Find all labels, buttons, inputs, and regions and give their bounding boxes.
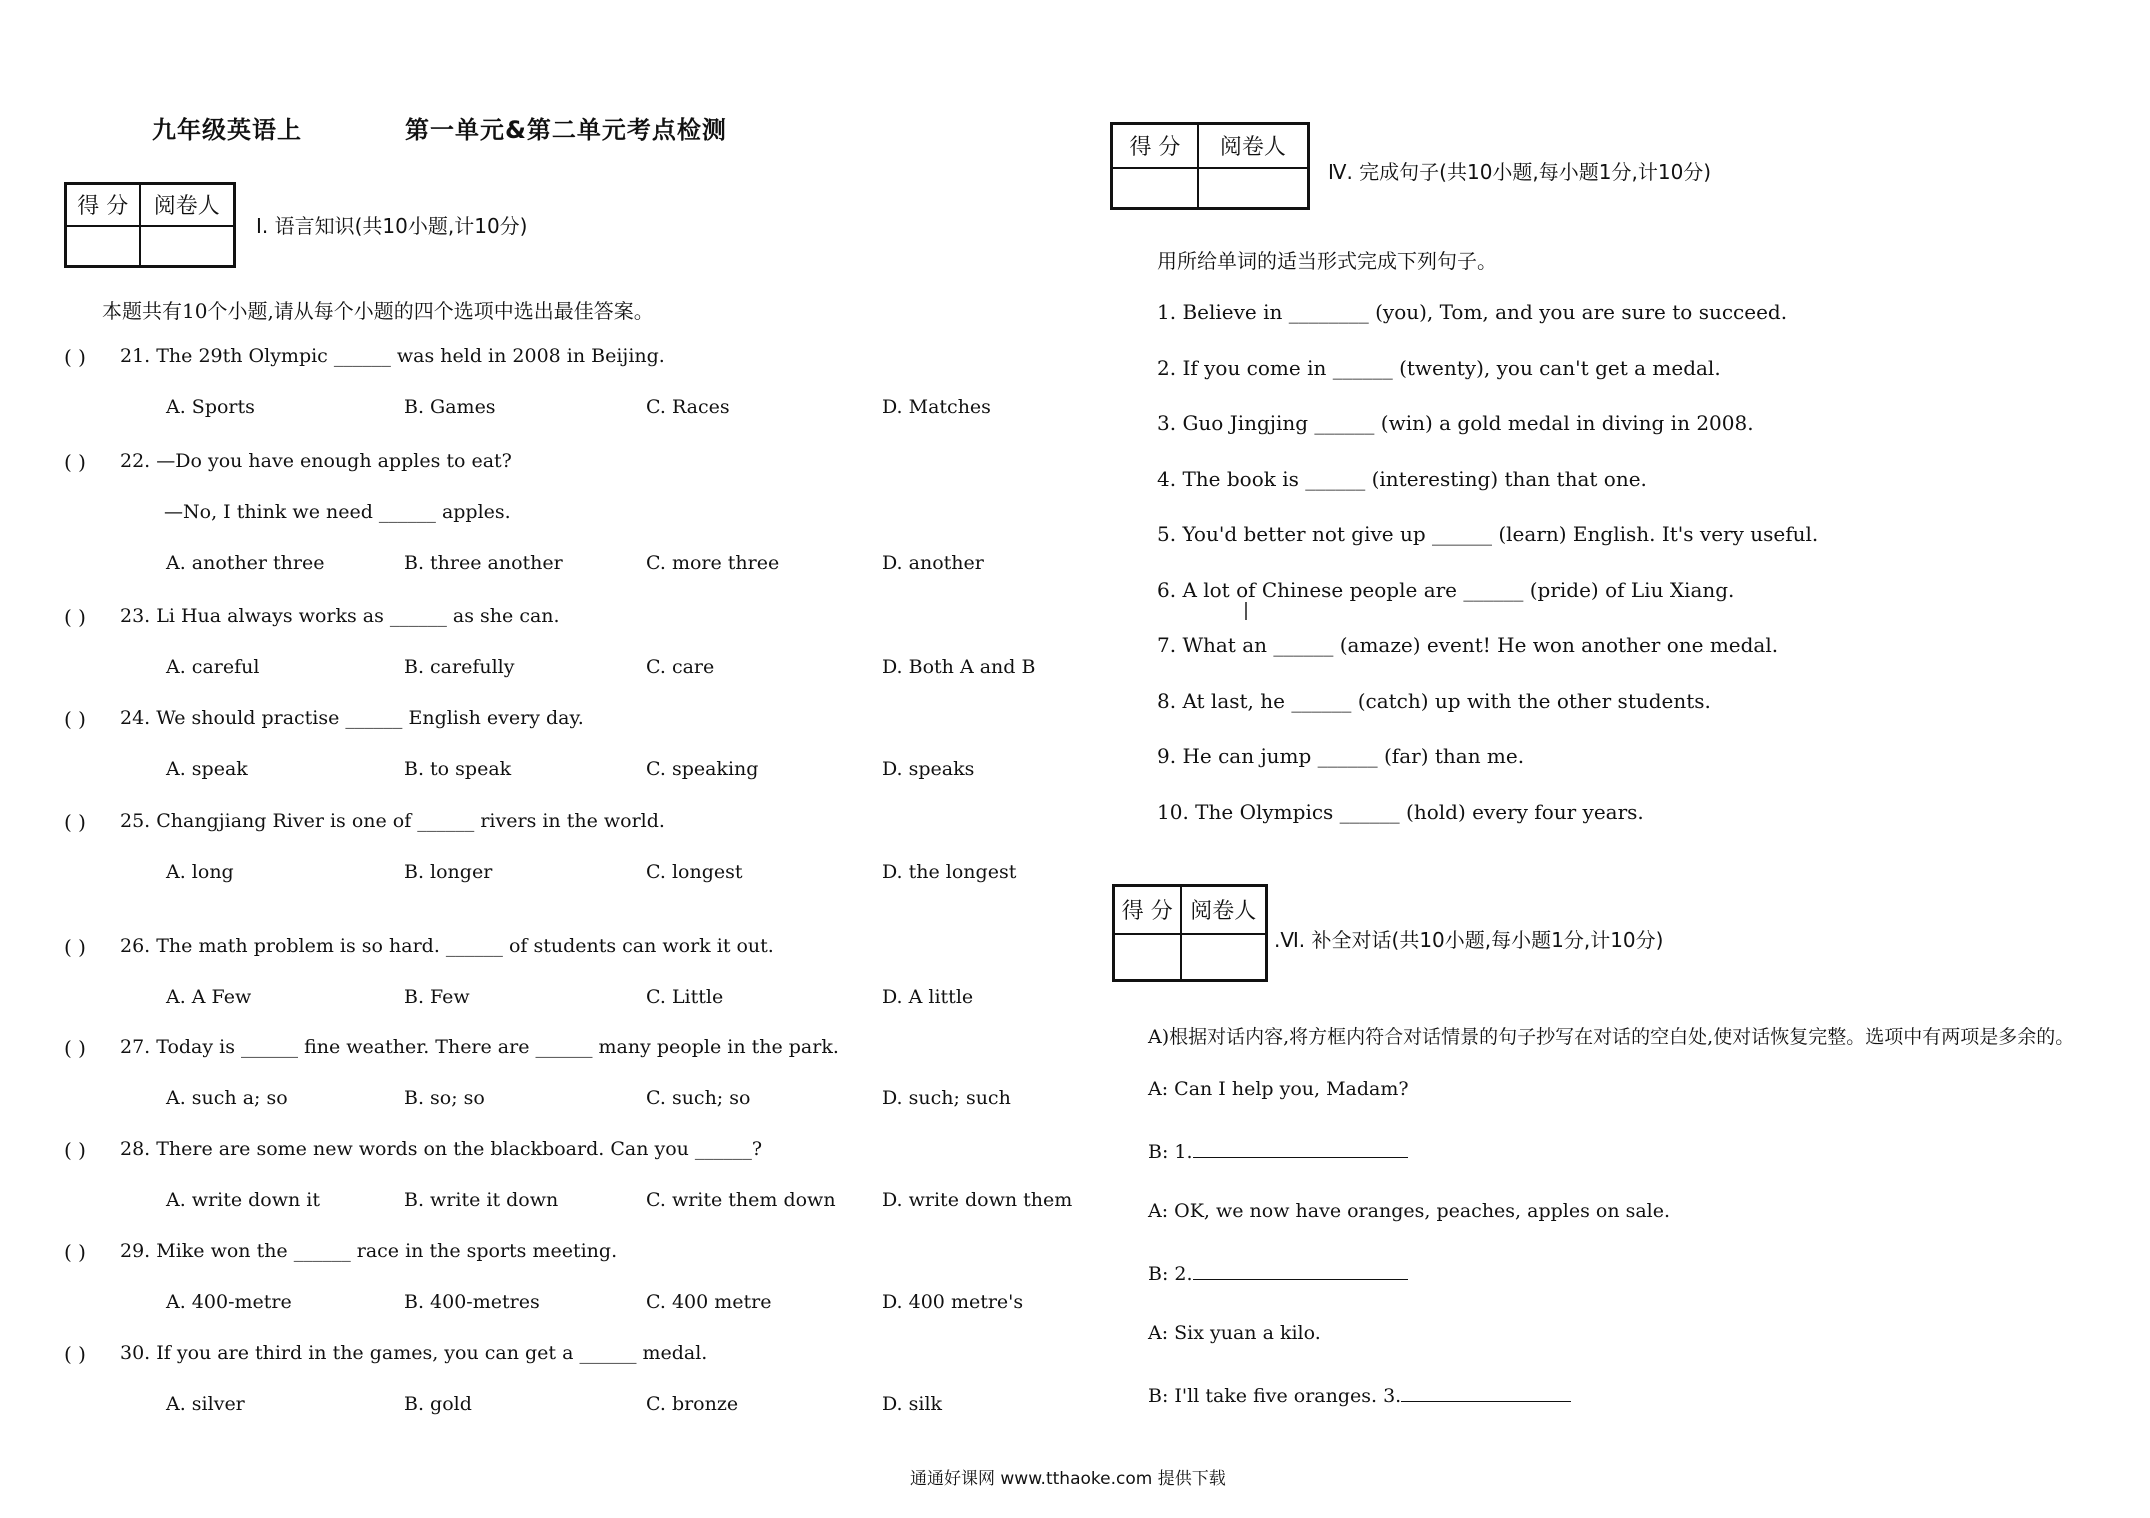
option-d[interactable]: D. such; such	[882, 1087, 1011, 1109]
option-b[interactable]: B. Games	[404, 396, 496, 418]
option-c[interactable]: C. such; so	[646, 1087, 751, 1109]
answer-bracket[interactable]: ( )	[64, 1240, 86, 1264]
sentence-item: 3. Guo Jingjing ______ (win) a gold medal in diving in 2008.	[1157, 411, 1754, 435]
sentence-item: 1. Believe in ________ (you), Tom, and you are sure to succeed.	[1157, 300, 1788, 324]
section6-instruction: A)根据对话内容,将方框内符合对话情景的句子抄写在对话的空白处,使对话恢复完整。选项中有两项是多余的。	[1148, 1026, 2075, 1048]
sentence-item: 8. At last, he ______ (catch) up with the other students.	[1157, 688, 1711, 713]
option-c[interactable]: C. longest	[646, 861, 743, 883]
score-label: 得 分	[1114, 886, 1181, 934]
question-text: 26. The math problem is so hard. ______ of students can work it out.	[120, 935, 774, 957]
reviewer-cell[interactable]	[1181, 934, 1267, 981]
answer-blank[interactable]	[1401, 1383, 1571, 1402]
option-d[interactable]: D. write down them	[882, 1189, 1073, 1211]
option-d[interactable]: D. the longest	[882, 861, 1017, 883]
score-cell[interactable]	[1112, 168, 1198, 209]
reviewer-label: 阅卷人	[140, 184, 235, 226]
option-a[interactable]: A. 400-metre	[166, 1291, 292, 1313]
option-a[interactable]: A. careful	[166, 656, 260, 678]
option-d[interactable]: D. Matches	[882, 396, 991, 418]
option-b[interactable]: B. three another	[404, 552, 563, 574]
reviewer-label: 阅卷人	[1181, 886, 1267, 934]
option-b[interactable]: B. write it down	[404, 1189, 559, 1211]
option-a[interactable]: A. such a; so	[166, 1087, 288, 1109]
score-table-section4	[1110, 122, 1310, 210]
option-d[interactable]: D. A little	[882, 986, 974, 1008]
option-b[interactable]: B. longer	[404, 861, 493, 883]
sentence-item: 6. A lot of Chinese people are ______ (pride) of Liu Xiang.	[1157, 577, 1735, 602]
reviewer-cell[interactable]	[140, 226, 235, 267]
score-label: 得 分	[1112, 124, 1198, 168]
answer-bracket[interactable]: ( )	[64, 1342, 86, 1366]
exam-unit-title: 第一单元&第二单元考点检测	[405, 116, 727, 144]
exam-grade-title: 九年级英语上	[152, 116, 302, 144]
dialogue-line: A: Can I help you, Madam?	[1148, 1078, 1409, 1100]
option-a[interactable]: A. long	[166, 861, 234, 883]
section1-instruction: 本题共有10个小题,请从每个小题的四个选项中选出最佳答案。	[102, 299, 654, 323]
option-b[interactable]: B. carefully	[404, 656, 515, 678]
question-text: 25. Changjiang River is one of ______ rivers in the world.	[120, 810, 665, 832]
sentence-item: 4. The book is ______ (interesting) than that one.	[1157, 466, 1647, 491]
answer-bracket[interactable]: ( )	[64, 810, 86, 834]
question-text: 30. If you are third in the games, you can get a ______ medal.	[120, 1342, 708, 1364]
sentence-item: 10. The Olympics ______ (hold) every four years.	[1157, 799, 1644, 824]
answer-bracket[interactable]: ( )	[64, 450, 86, 474]
answer-bracket[interactable]: ( )	[64, 1138, 86, 1162]
option-c[interactable]: C. bronze	[646, 1393, 739, 1415]
option-c[interactable]: C. speaking	[646, 758, 759, 780]
answer-blank[interactable]	[1193, 1139, 1408, 1158]
sentence-item: 2. If you come in ______ (twenty), you can't get a medal.	[1157, 355, 1721, 380]
answer-bracket[interactable]: ( )	[64, 345, 86, 369]
score-cell[interactable]	[66, 226, 140, 267]
dialogue-line: A: Six yuan a kilo.	[1148, 1322, 1321, 1344]
option-b[interactable]: B. to speak	[404, 758, 512, 780]
dialogue-line: A: OK, we now have oranges, peaches, apples on sale.	[1148, 1200, 1671, 1222]
answer-bracket[interactable]: ( )	[64, 935, 86, 959]
option-c[interactable]: C. Little	[646, 986, 724, 1008]
sentence-item: 5. You'd better not give up ______ (learn) English. It's very useful.	[1157, 522, 1819, 546]
section4-heading: Ⅳ. 完成句子(共10小题,每小题1分,计10分)	[1328, 160, 1712, 184]
option-b[interactable]: B. so; so	[404, 1087, 485, 1109]
score-table-section1	[64, 182, 236, 268]
option-c[interactable]: C. 400 metre	[646, 1291, 772, 1313]
reviewer-cell[interactable]	[1198, 168, 1309, 209]
option-b[interactable]: B. gold	[404, 1393, 472, 1415]
option-a[interactable]: A. A Few	[166, 986, 252, 1008]
reviewer-label: 阅卷人	[1198, 124, 1309, 168]
option-d[interactable]: D. speaks	[882, 758, 975, 780]
option-a[interactable]: A. Sports	[166, 396, 255, 418]
footer-source: 通通好课网 www.tthaoke.com 提供下载	[910, 1469, 1226, 1489]
option-c[interactable]: C. more three	[646, 552, 780, 574]
answer-bracket[interactable]: ( )	[64, 1036, 86, 1060]
question-text: 28. There are some new words on the blackboard. Can you ______?	[120, 1138, 763, 1160]
option-a[interactable]: A. silver	[166, 1393, 245, 1415]
option-a[interactable]: A. another three	[166, 552, 325, 574]
dialogue-line: B: I'll take five oranges. 3.	[1148, 1383, 1571, 1407]
option-d[interactable]: D. silk	[882, 1393, 943, 1415]
question-text: 24. We should practise ______ English every day.	[120, 707, 584, 729]
question-text: 27. Today is ______ fine weather. There are ______ many people in the park.	[120, 1036, 839, 1058]
question-text: 23. Li Hua always works as ______ as she can.	[120, 605, 560, 627]
answer-blank[interactable]	[1193, 1261, 1408, 1280]
question-text: 22. —Do you have enough apples to eat?	[120, 450, 512, 472]
option-a[interactable]: A. speak	[166, 758, 248, 780]
dialogue-line: B: 2.	[1148, 1261, 1408, 1285]
question-text: —No, I think we need ______ apples.	[164, 501, 511, 523]
section4-instruction: 用所给单词的适当形式完成下列句子。	[1157, 249, 1497, 273]
question-text: 29. Mike won the ______ race in the sports meeting.	[120, 1240, 618, 1262]
score-table-section6	[1112, 884, 1268, 982]
option-b[interactable]: B. Few	[404, 986, 470, 1008]
scan-mark	[1245, 602, 1247, 620]
option-b[interactable]: B. 400-metres	[404, 1291, 540, 1313]
score-cell[interactable]	[1114, 934, 1181, 981]
question-text: 21. The 29th Olympic ______ was held in 2008 in Beijing.	[120, 345, 665, 367]
option-c[interactable]: C. care	[646, 656, 715, 678]
section6-heading: .Ⅵ. 补全对话(共10小题,每小题1分,计10分)	[1274, 928, 1664, 952]
score-label: 得 分	[66, 184, 140, 226]
option-c[interactable]: C. write them down	[646, 1189, 836, 1211]
sentence-item: 9. He can jump ______ (far) than me.	[1157, 744, 1525, 768]
sentence-item: 7. What an ______ (amaze) event! He won another one medal.	[1157, 633, 1779, 657]
dialogue-line: B: 1.	[1148, 1139, 1408, 1163]
section1-heading: Ⅰ. 语言知识(共10小题,计10分)	[256, 214, 528, 238]
option-d[interactable]: D. another	[882, 552, 984, 574]
option-c[interactable]: C. Races	[646, 396, 730, 418]
option-a[interactable]: A. write down it	[166, 1189, 320, 1211]
answer-bracket[interactable]: ( )	[64, 707, 86, 731]
option-d[interactable]: D. Both A and B	[882, 656, 1036, 678]
answer-bracket[interactable]: ( )	[64, 605, 86, 629]
option-d[interactable]: D. 400 metre's	[882, 1291, 1024, 1313]
